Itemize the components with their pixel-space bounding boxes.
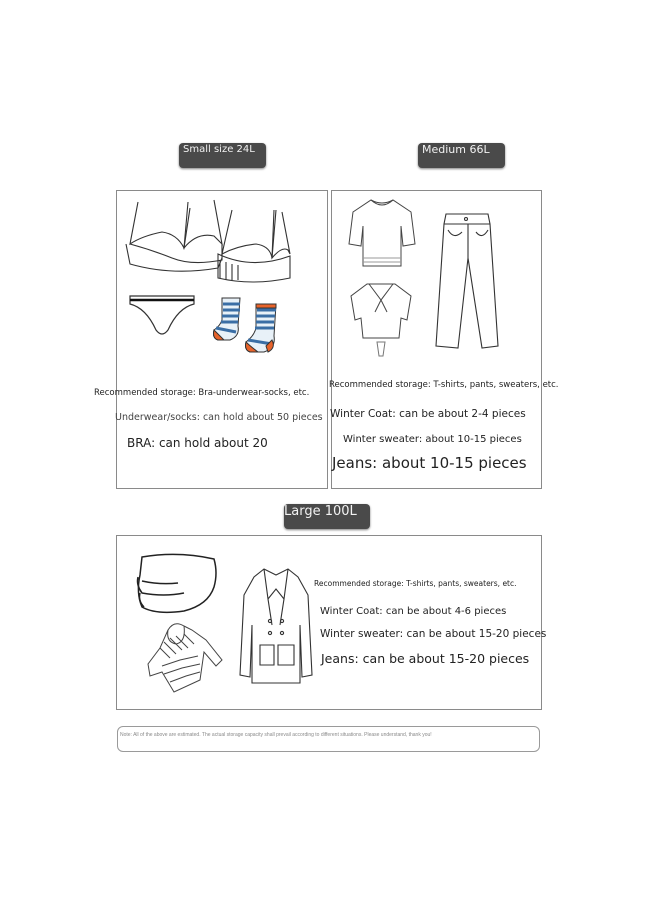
medium-size-label: Medium 66L	[422, 143, 490, 156]
estimate-note-box	[117, 726, 540, 752]
medium-capacity-jeans: Jeans: about 10-15 pieces	[332, 454, 527, 472]
small-size-label: Small size 24L	[183, 144, 255, 155]
medium-storage-text: Recommended storage: T-shirts, pants, sweaters, etc.	[329, 380, 559, 390]
large-storage-text: Recommended storage: T-shirts, pants, sweaters, etc.	[314, 579, 517, 588]
down-jacket-icon	[146, 620, 226, 696]
tshirt-icon	[347, 196, 417, 270]
socks-icon	[210, 294, 292, 358]
winter-coat-icon	[236, 565, 316, 687]
large-capacity-jeans: Jeans: can be about 15-20 pieces	[321, 651, 530, 666]
medium-capacity-sweater: Winter sweater: about 10-15 pieces	[343, 434, 522, 445]
estimate-note-text: Note: All of the above are estimated. The actual storage capacity shall prevail according to different situations. Please understand, thank you!	[120, 732, 432, 738]
large-capacity-coat: Winter Coat: can be about 4-6 pieces	[320, 606, 507, 617]
medium-capacity-coat: Winter Coat: can be about 2-4 pieces	[330, 408, 526, 420]
folded-blanket-icon	[134, 553, 220, 615]
small-storage-text: Recommended storage: Bra-underwear-socks, etc.	[94, 388, 310, 398]
small-capacity-underwear: Underwear/socks: can hold about 50 pieces	[115, 412, 323, 423]
large-capacity-sweater: Winter sweater: can be about 15-20 pieces	[320, 628, 547, 640]
bra-icon	[122, 196, 294, 286]
small-capacity-bra: BRA: can hold about 20	[127, 436, 268, 450]
jeans-icon	[430, 210, 500, 352]
large-size-tag	[284, 504, 370, 529]
large-size-label: Large 100L	[284, 504, 357, 519]
medium-size-tag	[418, 143, 505, 168]
underwear-icon	[128, 294, 196, 338]
blouse-icon	[347, 280, 415, 360]
small-size-tag	[179, 143, 266, 168]
